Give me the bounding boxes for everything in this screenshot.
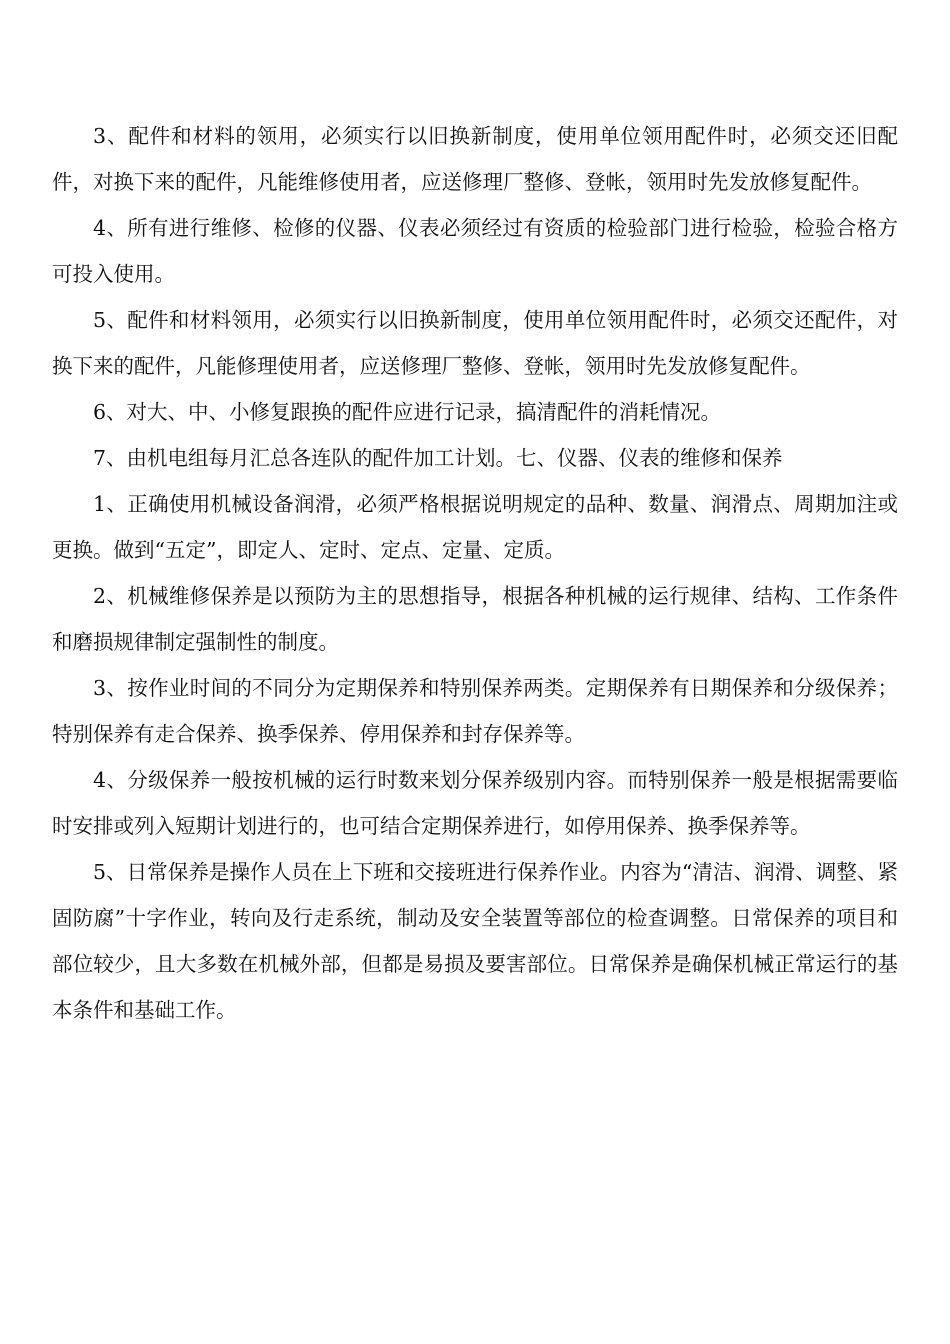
paragraph-daily-maintenance: 5、日常保养是操作人员在上下班和交接班进行保养作业。内容为“清洁、润滑、调整、紧固防腐”十字作业，转向及行走系统，制动及安全装置等部位的检查调整。日常保养的项目和部位较少，且大多数在机械外部，但都是易损及要害部位。日常保养是确保机械正常运行的基本条件和基础工作。 bbox=[52, 860, 898, 1022]
paragraph-parts-exchange-repeat: 5、配件和材料领用，必须实行以旧换新制度，使用单位领用配件时，必须交还配件，对换下来的配件，凡能修理使用者，应送修理厂整修、登帐，领用时先发放修复配件。 bbox=[52, 308, 898, 378]
paragraph-preventive-maintenance: 2、机械维修保养是以预防为主的思想指导，根据各种机械的运行规律、结构、工作条件和磨损规律制定强制性的制度。 bbox=[52, 584, 898, 654]
paragraph-instrument-inspection: 4、所有进行维修、检修的仪器、仪表必须经过有资质的检验部门进行检验，检验合格方可投入使用。 bbox=[52, 216, 898, 286]
paragraph-lubrication: 1、正确使用机械设备润滑，必须严格根据说明规定的品种、数量、润滑点、周期加注或更换。做到“五定”，即定人、定时、定点、定量、定质。 bbox=[52, 492, 898, 562]
paragraph-maintenance-types: 3、按作业时间的不同分为定期保养和特别保养两类。定期保养有日期保养和分级保养；特别保养有走合保养、换季保养、停用保养和封存保养等。 bbox=[52, 676, 898, 746]
paragraph-parts-exchange: 3、配件和材料的领用，必须实行以旧换新制度，使用单位领用配件时，必须交还旧配件，对换下来的配件，凡能维修使用者，应送修理厂整修、登帐，领用时先发放修复配件。 bbox=[52, 124, 898, 194]
paragraph-repair-records: 6、对大、中、小修复跟换的配件应进行记录，搞清配件的消耗情况。 bbox=[93, 400, 722, 424]
document-page bbox=[52, 113, 898, 1033]
paragraph-graded-maintenance: 4、分级保养一般按机械的运行时数来划分保养级别内容。而特别保养一般是根据需要临时安排或列入短期计划进行的，也可结合定期保养进行，如停用保养、换季保养等。 bbox=[52, 768, 898, 838]
paragraph-monthly-plan: 7、由机电组每月汇总各连队的配件加工计划。七、仪器、仪表的维修和保养 bbox=[93, 446, 783, 470]
